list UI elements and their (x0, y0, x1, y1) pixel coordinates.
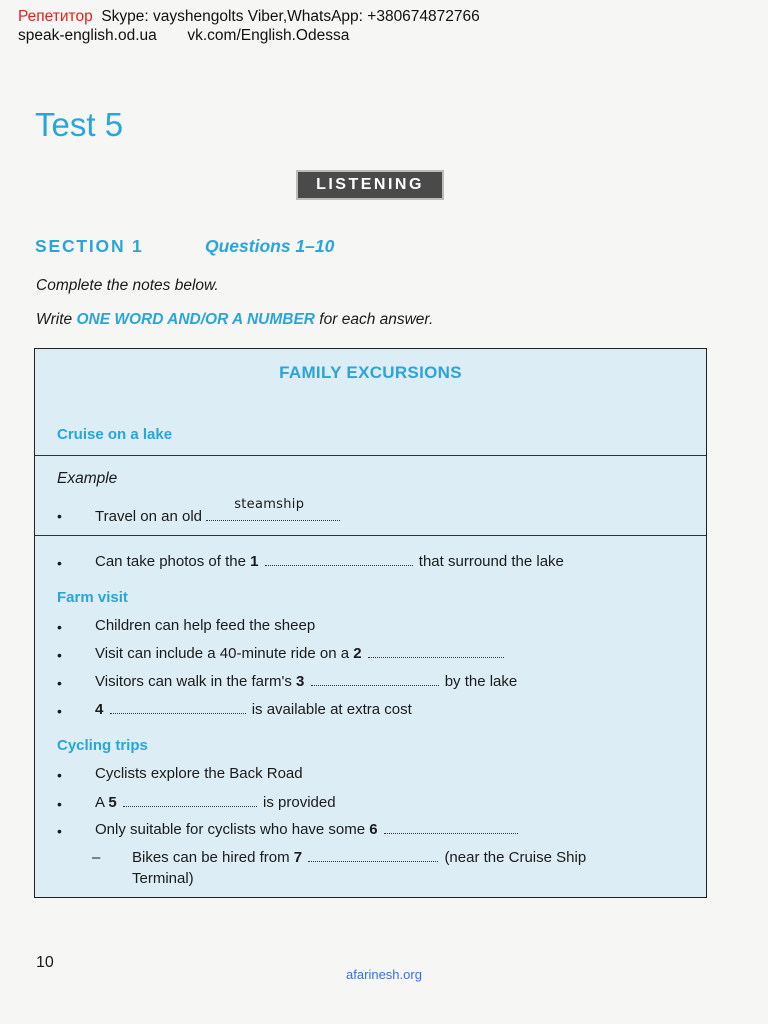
bullet: • (57, 508, 62, 524)
question-7 (132, 849, 586, 866)
cycling-heading: Cycling trips (57, 737, 148, 754)
q1-pre: Can take photos of the (95, 553, 246, 570)
cruise-heading: Cruise on a lake (57, 426, 173, 443)
q5-post: is provided (263, 794, 336, 811)
tutor-label: Репетитор (18, 8, 93, 25)
question-3 (95, 673, 517, 690)
q4-number: 4 (95, 701, 104, 718)
test-title: Test 5 (35, 106, 124, 143)
question-6 (95, 821, 520, 838)
q2-pre: Visit can include a 40-minute ride on a (95, 645, 350, 662)
example-label: Example (57, 470, 118, 487)
bullet: • (57, 675, 62, 691)
example-answer: steamship (234, 497, 305, 512)
farm-item-sheep: Children can help feed the sheep (95, 617, 316, 634)
q7-line2: Terminal) (132, 870, 194, 887)
contacts-text: Skype: vayshengolts Viber,WhatsApp: +380674872766 (101, 8, 480, 25)
cycling-item-back-road: Cyclists explore the Back Road (95, 765, 303, 782)
instruction-write-post: for each answer. (315, 311, 434, 328)
q1-number: 1 (250, 553, 259, 570)
question-4 (95, 701, 412, 718)
answer-blank-3[interactable] (311, 684, 439, 686)
q3-pre: Visitors can walk in the farm's (95, 673, 292, 690)
q4-post: is available at extra cost (251, 701, 412, 718)
answer-blank-1[interactable] (265, 564, 413, 566)
q6-number: 6 (369, 821, 378, 838)
question-1 (95, 553, 564, 570)
notes-title: FAMILY EXCURSIONS (279, 363, 462, 382)
q7-number: 7 (293, 849, 303, 866)
q5-pre: A (95, 794, 105, 811)
bullet: • (57, 619, 62, 635)
site-link[interactable]: speak-english.od.ua (18, 27, 157, 44)
answer-blank-6[interactable] (384, 832, 518, 834)
header-contacts-line (18, 8, 480, 26)
instruction-write (36, 311, 433, 329)
q7-post: (near the Cruise Ship (444, 849, 587, 866)
section-label: SECTION 1 (35, 236, 144, 256)
sub-dash: – (92, 849, 101, 866)
footer-link[interactable]: afarinesh.org (346, 967, 422, 982)
answer-blank-7[interactable] (308, 860, 438, 862)
divider (35, 455, 706, 456)
farm-heading: Farm visit (57, 589, 128, 606)
q3-post: by the lake (444, 673, 518, 690)
example-item (95, 497, 340, 525)
q7-pre: Bikes can be hired from (132, 849, 290, 866)
instruction-word-limit: ONE WORD AND/OR A NUMBER (76, 311, 315, 328)
page-number: 10 (36, 954, 54, 971)
divider (35, 535, 706, 536)
q2-number: 2 (353, 645, 362, 662)
q1-post: that surround the lake (418, 553, 564, 570)
question-5 (95, 794, 336, 811)
header-links-line (18, 27, 349, 45)
question-2 (95, 645, 506, 662)
questions-range: Questions 1–10 (205, 236, 335, 256)
answer-blank-2[interactable] (368, 656, 504, 658)
notes-box (34, 348, 707, 898)
bullet: • (57, 555, 62, 571)
bullet: • (57, 647, 62, 663)
instruction-complete: Complete the notes below. (36, 277, 219, 294)
answer-blank-5[interactable] (123, 805, 257, 807)
example-text: Travel on an old (95, 508, 203, 525)
q3-number: 3 (296, 673, 305, 690)
bullet: • (57, 703, 62, 719)
answer-blank-4[interactable] (110, 712, 246, 714)
bullet: • (57, 823, 62, 839)
listening-label: LISTENING (296, 170, 444, 200)
q5-number: 5 (108, 794, 117, 811)
instruction-write-pre: Write (36, 311, 77, 328)
bullet: • (57, 767, 62, 783)
vk-link[interactable]: vk.com/English.Odessa (187, 27, 350, 44)
bullet: • (57, 796, 62, 812)
q6-pre: Only suitable for cyclists who have some (95, 821, 366, 838)
